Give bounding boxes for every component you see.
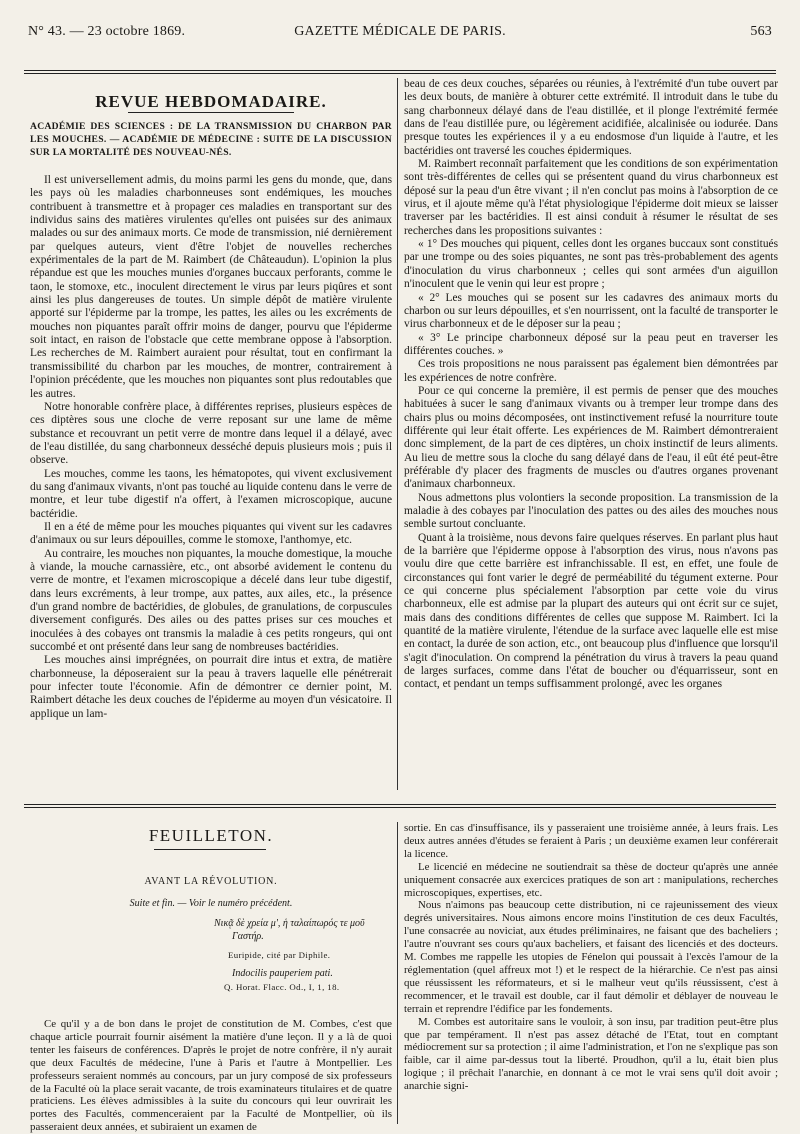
feuilleton-title-rule xyxy=(154,849,266,850)
paragraph: Les mouches, comme les taons, les hématopotes, qui vivent exclusivement du sang d'animaux vivants, n'ont pas touché au liquide contenu dans le verre de montre, et leur tube digestif n'a offert, à l'examen microscopique, aucune bactéridie. xyxy=(30,467,392,520)
feuilleton-suite-note: Suite et fin. — Voir le numéro précédent. xyxy=(129,898,293,909)
epigraph-greek-line-1: Νικᾷ δὲ χρεία μ', ἡ ταλαίπωρός τε μοῦ xyxy=(214,918,365,929)
feuilleton-column-right xyxy=(404,822,778,1093)
paragraph: Quant à la troisième, nous devons faire quelques réserves. En parlant plus haut de la barrière que l'épiderme oppose à l'absorption des virus, nous n'avons pas voulu dire que cette barrière est infranchissable. Il est, en effet, une foule de circonstances qui font varier le degré de perméabilité du tégument externe. Pour ce qui concerne plus spécialement l'absorption par cette voie du virus charbonneux, elle est admise par la plupart des auteurs qui ont écrit sur ce sujet, mais dans des conditions différentes de celles que suppose M. Raimbert. Ici la quantité de la matière virulente, l'étendue de la surface avec laquelle elle est mise en contact, la durée de son action, etc., ont beaucoup plus d'influence que lorsqu'il s'agit d'inoculation. On comprend la pénétration du virus à travers la peau quand de larges surfaces, comme dans l'état de boucher ou d'équarrisseur, sont en contact, et pendant un temps suffisamment prolongé, avec les organes xyxy=(404,531,778,691)
epigraph-latin: Indocilis pauperiem pati. xyxy=(232,968,333,979)
paragraph: M. Combes est autoritaire sans le vouloir, à son insu, par tradition peut-être plus que par tempérament. Il n'est pas assez détaché de l'Etat, tout en comptant médiocrement sur sa protection ; il aime l'administration, et l'on ne s'explique pas son faible, car il aime par-dessus tout la liberté. Proudhon, qu'il a lu, était bien plus logique ; il prêchait l'anarchie, en donnant à ce mot le vrai sens qu'il doit avoir ; anarchie signi- xyxy=(404,1015,778,1093)
paragraph: « 3° Le principe charbonneux déposé sur la peau peut en traverser les différentes couches. » xyxy=(404,331,778,357)
paragraph: beau de ces deux couches, séparées ou réunies, à l'extrémité d'un tube ouvert par les deux bouts, de manière à obturer cette extrémité. Il introduit dans le tube du sang charbonneux délayé dans de l'eau distillée, et il plonge l'extrémité fermée dans de l'eau distillée pure, ou légèrement acidifiée, alcalinisée ou iodurée. Dans presque toutes les expériences il y a eu endosmose d'un liquide à l'autre, et les bactéridies ont traversé les couches épidermiques. xyxy=(404,78,778,157)
epigraph-source-2: Q. Horat. Flacc. Od., I, 1, 18. xyxy=(224,982,340,992)
feuilleton-rule xyxy=(24,804,776,808)
epigraph-source-1: Euripide, cité par Diphile. xyxy=(228,950,331,960)
paragraph: Il en a été de même pour les mouches piquantes qui vivent sur les cadavres d'animaux ou sur leurs dépouilles, comme le stomoxe, l'anthomye, etc. xyxy=(30,520,392,547)
epigraph-greek-line-2: Γαστήρ. xyxy=(232,931,264,942)
running-head xyxy=(28,24,772,46)
column-rule xyxy=(397,78,398,790)
paragraph: Ces trois propositions ne nous paraissent pas également bien démontrées par les expériences de notre confrère. xyxy=(404,358,778,384)
journal-title: GAZETTE MÉDICALE DE PARIS. xyxy=(294,24,506,39)
revue-title: REVUE HEBDOMADAIRE. xyxy=(95,92,327,111)
paragraph: Pour ce qui concerne la première, il est permis de penser que des mouches habituées à sucer le sang d'animaux vivants ou à tremper leur trompe dans des chairs plus ou moins décomposées, ont instinctivement refusé la nourriture toute différente qui leur était offerte. Les expériences de M. Raimbert démontreraient donc simplement, de la part de ces diptères, un choix instinctif de leurs aliments. Au lieu de mettre sous la cloche du sang délayé dans de l'eau, il eût été peut-être préférable d'y placer des fragments de muscles ou d'autres organes provenant d'animaux charbonneux. xyxy=(404,384,778,491)
paragraph: Notre honorable confrère place, à différentes reprises, plusieurs espèces de ces diptères sous une cloche de verre reposant sur une lame de même substance et recouvrant un petit verre de montre dans lequel il a délayé, avec de l'eau distillée, du sang charbonneux desséché depuis plusieurs mois ; puis il observe. xyxy=(30,400,392,467)
page-number: 563 xyxy=(750,24,772,39)
paragraph: « 2° Les mouches qui se posent sur les cadavres des animaux morts du charbon ou sur leurs dépouilles, et s'en nourrissent, ont la faculté de transporter le virus charbonneux et de le déposer sur la peau ; xyxy=(404,291,778,331)
header-rule xyxy=(24,70,776,74)
feuilleton-column-left xyxy=(30,1018,392,1134)
feuilleton-subtitle: AVANT LA RÉVOLUTION. xyxy=(144,876,278,887)
revue-column-left xyxy=(30,174,392,721)
paragraph: Le licencié en médecine ne soutiendrait sa thèse de docteur qu'après une année uniquement consacrée aux exercices pratiques de son art : manipulations, recherches microscopiques, expertises, etc. xyxy=(404,860,778,899)
paragraph: M. Raimbert reconnaît parfaitement que les conditions de son expérimentation sont très-différentes de celles qui se présentent quand du virus charbonneux est déposé sur la peau d'un être vivant ; il n'en conclut pas moins à l'absorption de ce virus, et il ajoute même qu'à l'état physiologique l'épiderme doit mieux se laisser traverser par les bactéridies. Il est ainsi conduit à résumer le résultat de ses recherches dans les propositions suivantes : xyxy=(404,158,778,237)
revue-summary: ACADÉMIE DES SCIENCES : DE LA TRANSMISSION DU CHARBON PAR LES MOUCHES. — ACADÉMIE DE MÉDECINE : SUITE DE LA DISCUSSION SUR LA MORTALITÉ DES NOUVEAU-NÉS. xyxy=(30,121,392,158)
paragraph: Ce qu'il y a de bon dans le projet de constitution de M. Combes, c'est que chaque article pourrait fournir aisément la matière d'une leçon. Il y a là de quoi tenter les faiseurs de conférences. D'après le projet de notre confrère, il n'y aurait que deux Facultés de médecine, l'une à Paris et l'autre à Montpellier. Les professeurs seraient nommés au concours, par un jury composé de six professeurs de la Faculté où la place serait vacante, de trois examinateurs titulaires et de quatre praticiens. Les élèves admissibles à la suite du concours qui leur ouvrirait les portes des Facultés, commenceraient par la Faculté de Montpellier, où ils passeraient deux années, et subiraient un examen de xyxy=(30,1018,392,1134)
issue-date: N° 43. — 23 octobre 1869. xyxy=(28,24,186,39)
feuilleton-title: FEUILLETON. xyxy=(148,826,274,845)
paragraph: Au contraire, les mouches non piquantes, la mouche domestique, la mouche à viande, la mouche carnassière, etc., ont absorbé avidement le contenu du verre de montre, et l'examen microscopique a décelé dans leur tube digestif, dans leurs excréments, à leur trompe, aux pattes, aux ailes, etc., la présence d'un grand nombre de bactéridies, de globules, de granulations, de corpuscules diversement configurés. Des ailes ou des pattes prises sur ces mouches et inoculées à des cobayes ont transmis la maladie à ces petits rongeurs, qui ont succombé et ont présenté dans leur sang de nombreuses bactéridies. xyxy=(30,547,392,654)
paragraph: « 1° Des mouches qui piquent, celles dont les organes buccaux sont constitués par une trompe ou des soies piquantes, ne sont pas très-probablement des agents d'inoculation du virus charbonneux ; celles qui sont armées d'un aiguillon n'inoculent que le venin qui leur est propre ; xyxy=(404,238,778,291)
paragraph: Il est universellement admis, du moins parmi les gens du monde, que, dans les pays où les maladies charbonneuses sont endémiques, les mouches contribuent à transmettre et à propager ces maladies en transportant sur des individus sains des matières virulentes qu'elles ont puisées sur des animaux malades ou sur des animaux morts. Ce mode de transmission, nié dernièrement par quelques auteurs, vient d'être l'objet de nouvelles recherches expérimentales de la part de M. Raimbert (de Châteaudun). L'opinion la plus répandue est que les mouches munies d'organes buccaux perforants, comme le taon, le stomoxe, etc., inoculent directement le virus par leurs piqûres et sont ainsi les plus dangereuses de toutes. Un simple dépôt de matière virulente apporté sur l'épiderme par la trompe, les pattes, les ailes ou les excréments de mouches non piquantes paraît offrir moins de danger, pourvu que l'épiderme soit intact, en raison de l'obstacle que cette membrane oppose à l'absorption. Les recherches de M. Raimbert auraient pour résultat, tout en confirmant la transmissibilité du charbon par les mouches, de montrer, contrairement à l'opinion précédente, que les mouches non piquantes sont plus redoutables que les autres. xyxy=(30,174,392,400)
paragraph: Nous admettons plus volontiers la seconde proposition. La transmission de la maladie à des cobayes par l'inoculation des pattes ou des ailes des mouches nous semble surtout concluante. xyxy=(404,491,778,531)
revue-title-rule xyxy=(128,112,294,113)
paragraph: Nous n'aimons pas beaucoup cette distribution, ni ce rajeunissement des vieux degrés universitaires. Nous aimons encore moins l'institution de ces deux Facultés, l'une consacrée au noviciat, aux études préliminaires, ne faisant que des bacheliers ; l'autre n'ouvrant ses cours qu'aux bacheliers, et faisant des licenciés et des docteurs. M. Combes me rappelle les utopies de Fénelon qui poussait à l'excès l'amour de la réglementation (quel affreux mot !) et le respect de la hiérarchie. Ce n'est pas ainsi que réussissent les réformateurs, et si le malheur veut qu'ils réussissent, c'est à recommencer, et le travail est double, car il faut démolir et déblayer de nouveau le terrain et reprendre l'édifice par les fondements. xyxy=(404,899,778,1015)
paragraph: Les mouches ainsi imprégnées, on pourrait dire intus et extra, de matière charbonneuse, la déposeraient sur la peau à travers laquelle elle pénétrerait pour infecter toute l'économie. Afin de démontrer ce dernier point, M. Raimbert détache les deux couches de l'épiderme au moyen d'un vésicatoire. Il applique un lam- xyxy=(30,654,392,720)
paragraph: sortie. En cas d'insuffisance, ils y passeraient une troisième année, à leurs frais. Les deux autres années d'études se feraient à Paris ; un deuxième examen leur conférerait la licence. xyxy=(404,822,778,860)
feuilleton-column-rule xyxy=(397,822,398,1124)
revue-column-right xyxy=(404,78,778,692)
